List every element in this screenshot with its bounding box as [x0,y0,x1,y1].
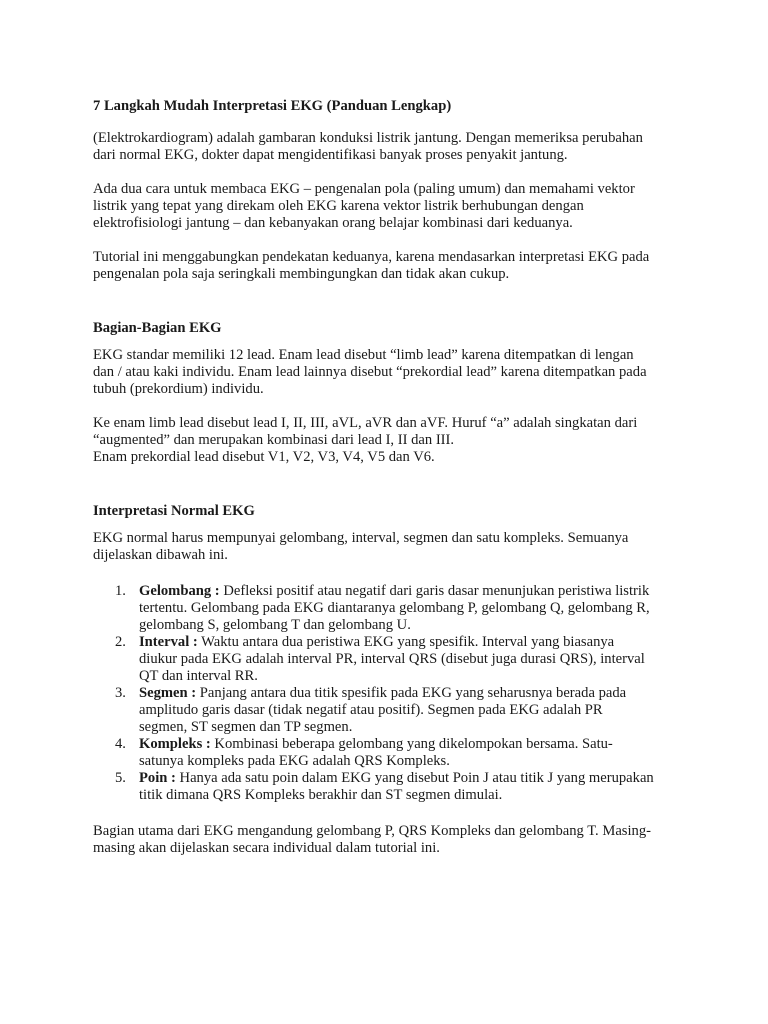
ekg-components-list [93,583,683,804]
list-item [93,736,654,770]
list-item-number: 1. [115,583,126,599]
list-item-term: Gelombang : [139,583,220,599]
list-item-text: Kombinasi beberapa gelombang yang dikelompokan bersama. Satu-satunya kompleks pada EKG adalah QRS Kompleks. [139,736,613,769]
list-item [93,634,654,685]
list-item-term: Segmen : [139,685,197,701]
closing-paragraph: Bagian utama dari EKG mengandung gelombang P, QRS Kompleks dan gelombang T. Masing-masing akan dijelaskan secara individual dalam tutorial ini. [93,823,651,856]
list-item-number: 3. [115,685,126,701]
intro-paragraph-3: Tutorial ini menggabungkan pendekatan keduanya, karena mendasarkan interpretasi EKG pada pengenalan pola saja seringkali membingungkan dan tidak akan cukup. [93,249,650,282]
intro-paragraph-1: (Elektrokardiogram) adalah gambaran konduksi listrik jantung. Dengan memeriksa perubahan dari normal EKG, dokter dapat mengidentifikasi banyak proses penyakit jantung. [93,130,643,163]
bagian-paragraph-1: EKG standar memiliki 12 lead. Enam lead disebut “limb lead” karena ditempatkan di lengan dan / atau kaki individu. Enam lead lainnya disebut “prekordial lead” karena ditempatkan pada tubuh (prekordium) individu. [93,347,647,397]
interpretasi-paragraph-1: EKG normal harus mempunyai gelombang, interval, segmen dan satu kompleks. Semuanya dijelaskan dibawah ini. [93,530,629,563]
document-content [93,98,683,857]
list-item [93,685,654,736]
list-item-term: Kompleks : [139,736,211,752]
list-item-number: 5. [115,770,126,786]
list-item [93,770,654,804]
section-heading-bagian: Bagian-Bagian EKG [93,320,222,336]
list-item-text: Panjang antara dua titik spesifik pada EKG yang seharusnya berada pada amplitudo garis dasar (tidak negatif atau positif). Segmen pada EKG adalah PR segmen, ST segmen dan TP segmen. [139,685,627,735]
list-item-text: Waktu antara dua peristiwa EKG yang spesifik. Interval yang biasanya diukur pada EKG adalah interval PR, interval QRS (disebut juga durasi QRS), interval QT dan interval RR. [139,634,645,684]
list-item-term: Interval : [139,634,198,650]
section-heading-interpretasi: Interpretasi Normal EKG [93,503,255,519]
list-item-text: Hanya ada satu poin dalam EKG yang disebut Poin J atau titik J yang merupakan titik dimana QRS Kompleks berakhir dan ST segmen dimulai. [139,770,654,803]
document-title: 7 Langkah Mudah Interpretasi EKG (Panduan Lengkap) [93,98,452,114]
list-item-number: 2. [115,634,126,650]
list-item-number: 4. [115,736,126,752]
list-item-text: Defleksi positif atau negatif dari garis dasar menunjukan peristiwa listrik tertentu. Gelombang pada EKG diantaranya gelombang P, gelombang Q, gelombang R, gelombang S, gelombang T dan gelombang U. [139,583,650,633]
bagian-paragraph-2: Ke enam limb lead disebut lead I, II, III, aVL, aVR dan aVF. Huruf “a” adalah singkatan dari “augmented” dan merupakan kombinasi dari lead I, II dan III. [93,415,638,448]
list-item-term: Poin : [139,770,176,786]
list-item [93,583,654,634]
bagian-paragraph-3: Enam prekordial lead disebut V1, V2, V3, V4, V5 dan V6. [93,449,435,465]
intro-paragraph-2: Ada dua cara untuk membaca EKG – pengenalan pola (paling umum) dan memahami vektor listrik yang tepat yang direkam oleh EKG karena vektor listrik berhubungan dengan elektrofisiologi jantung – dan kebanyakan orang belajar kombinasi dari keduanya. [93,181,635,231]
